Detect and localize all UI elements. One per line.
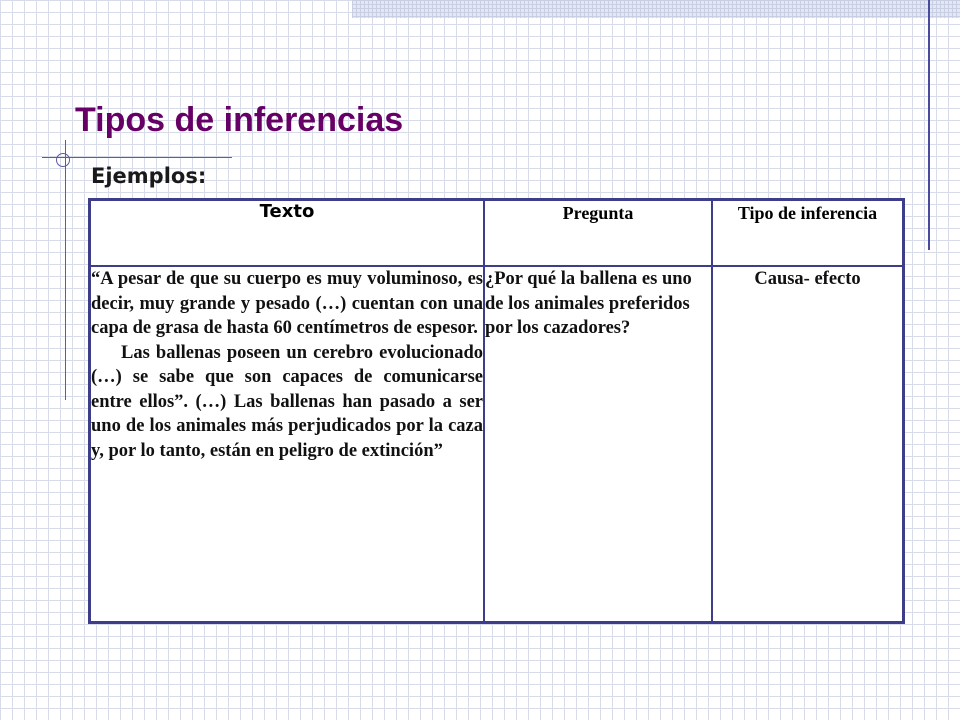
top-decorative-band — [352, 0, 960, 18]
slide-subtitle: Ejemplos: — [91, 164, 207, 188]
texto-paragraph-2: Las ballenas poseen un cerebro evolucionado (…) se sabe que son capaces de comunicarse entre ellos”. (…) Las ballenas han pasado a ser uno de los animales más perjudicados por la caza y, por lo tanto, están en peligro de extinción” — [91, 342, 483, 461]
cell-texto — [90, 266, 485, 623]
decorative-vertical-line — [65, 140, 66, 400]
cell-pregunta: ¿Por qué la ballena es uno de los animales preferidos por los cazadores? — [484, 266, 712, 623]
header-texto: Texto — [90, 200, 485, 267]
header-tipo: Tipo de inferencia — [712, 200, 904, 267]
right-decorative-line — [928, 0, 930, 250]
slide-title: Tipos de inferencias — [75, 101, 404, 139]
examples-table — [88, 198, 905, 624]
texto-paragraph-1: “A pesar de que su cuerpo es muy voluminoso, es decir, muy grande y pesado (…) cuentan con una capa de grasa de hasta 60 centímetros de espesor. — [91, 269, 483, 338]
table-header-row — [90, 200, 904, 267]
cell-tipo: Causa- efecto — [712, 266, 904, 623]
decorative-ring-icon — [56, 153, 70, 167]
decorative-horizontal-line — [42, 157, 232, 158]
header-pregunta: Pregunta — [484, 200, 712, 267]
table-row — [90, 266, 904, 623]
